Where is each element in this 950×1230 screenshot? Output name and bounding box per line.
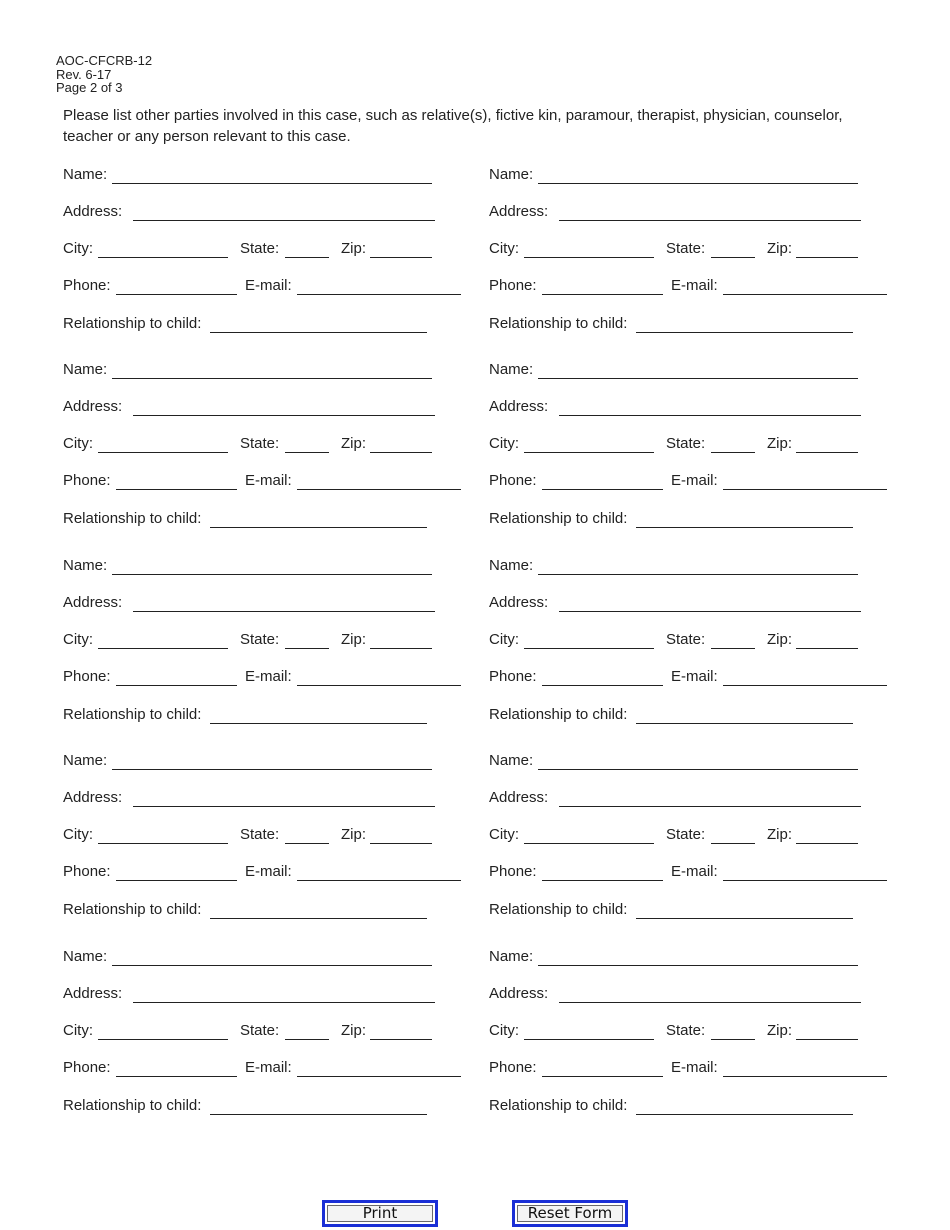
address-label: Address: xyxy=(63,398,123,415)
address-label: Address: xyxy=(489,789,549,806)
relationship-label: Relationship to child: xyxy=(63,901,202,918)
field-row xyxy=(489,667,919,689)
relationship-field[interactable] xyxy=(210,1096,427,1115)
zip-label: Zip: xyxy=(767,826,793,843)
field-row xyxy=(489,947,919,969)
field-row xyxy=(489,202,919,224)
zip-field[interactable] xyxy=(370,1021,432,1040)
city-label: City: xyxy=(489,826,519,843)
phone-label: Phone: xyxy=(63,277,111,294)
field-row xyxy=(489,825,919,847)
field-row xyxy=(63,360,493,382)
instructions: Please list other parties involved in this case, such as relative(s), fictive kin, paramour, therapist, physician, counselor, teacher or any person relevant to this case. xyxy=(63,107,843,145)
city-field[interactable] xyxy=(98,630,228,649)
reset-form-button[interactable] xyxy=(512,1200,628,1227)
party-entry xyxy=(63,556,493,746)
zip-field[interactable] xyxy=(796,1021,858,1040)
party-entry xyxy=(489,751,919,941)
field-row xyxy=(489,397,919,419)
field-row xyxy=(489,705,919,727)
field-row xyxy=(63,862,493,884)
email-field[interactable] xyxy=(723,667,887,686)
field-row xyxy=(489,630,919,652)
address-field[interactable] xyxy=(559,397,861,416)
relationship-label: Relationship to child: xyxy=(63,1097,202,1114)
party-section xyxy=(0,556,950,746)
zip-label: Zip: xyxy=(341,435,367,452)
field-row xyxy=(489,1021,919,1043)
city-label: City: xyxy=(63,435,93,452)
field-row xyxy=(489,1096,919,1118)
page-number: Page 2 of 3 xyxy=(56,80,123,95)
address-label: Address: xyxy=(489,203,549,220)
field-row xyxy=(63,434,493,456)
relationship-field[interactable] xyxy=(210,509,427,528)
zip-label: Zip: xyxy=(341,240,367,257)
field-row xyxy=(63,471,493,493)
state-label: State: xyxy=(240,435,280,452)
zip-label: Zip: xyxy=(341,1022,367,1039)
phone-field[interactable] xyxy=(542,1058,663,1077)
field-row xyxy=(63,825,493,847)
party-entry xyxy=(489,947,919,1137)
field-row xyxy=(489,900,919,922)
relationship-field[interactable] xyxy=(636,314,853,333)
zip-field[interactable] xyxy=(370,434,432,453)
reset-form-button-label: Reset Form xyxy=(517,1205,623,1222)
city-label: City: xyxy=(489,631,519,648)
zip-field[interactable] xyxy=(796,630,858,649)
address-field[interactable] xyxy=(559,788,861,807)
party-entry xyxy=(489,165,919,355)
phone-field[interactable] xyxy=(542,667,663,686)
city-field[interactable] xyxy=(524,825,654,844)
phone-label: Phone: xyxy=(63,472,111,489)
relationship-label: Relationship to child: xyxy=(489,315,628,332)
address-label: Address: xyxy=(489,985,549,1002)
field-row xyxy=(489,751,919,773)
address-field[interactable] xyxy=(133,788,435,807)
address-field[interactable] xyxy=(133,984,435,1003)
field-row xyxy=(489,239,919,261)
city-label: City: xyxy=(63,240,93,257)
email-label: E-mail: xyxy=(245,863,292,880)
email-label: E-mail: xyxy=(671,863,718,880)
state-label: State: xyxy=(666,826,706,843)
field-row xyxy=(489,434,919,456)
name-label: Name: xyxy=(489,361,534,378)
city-field[interactable] xyxy=(524,630,654,649)
name-label: Name: xyxy=(489,557,534,574)
address-field[interactable] xyxy=(559,202,861,221)
field-row xyxy=(489,360,919,382)
field-row xyxy=(63,984,493,1006)
relationship-label: Relationship to child: xyxy=(489,1097,628,1114)
field-row xyxy=(63,509,493,531)
address-label: Address: xyxy=(63,203,123,220)
party-entry xyxy=(63,360,493,550)
email-field[interactable] xyxy=(723,276,887,295)
name-label: Name: xyxy=(63,752,108,769)
zip-label: Zip: xyxy=(767,1022,793,1039)
address-field[interactable] xyxy=(559,984,861,1003)
city-field[interactable] xyxy=(98,1021,228,1040)
field-row xyxy=(63,239,493,261)
zip-label: Zip: xyxy=(341,826,367,843)
phone-label: Phone: xyxy=(489,277,537,294)
form-id: AOC-CFCRB-12 xyxy=(56,53,153,68)
name-label: Name: xyxy=(63,361,108,378)
party-section xyxy=(0,360,950,550)
field-row xyxy=(489,471,919,493)
email-field[interactable] xyxy=(297,667,461,686)
email-field[interactable] xyxy=(297,471,461,490)
relationship-label: Relationship to child: xyxy=(489,510,628,527)
state-label: State: xyxy=(240,826,280,843)
email-label: E-mail: xyxy=(245,1059,292,1076)
name-label: Name: xyxy=(489,948,534,965)
name-label: Name: xyxy=(63,166,108,183)
name-field[interactable] xyxy=(112,360,432,379)
state-field[interactable] xyxy=(285,239,329,258)
field-row xyxy=(63,751,493,773)
email-label: E-mail: xyxy=(245,472,292,489)
zip-label: Zip: xyxy=(767,240,793,257)
relationship-label: Relationship to child: xyxy=(489,706,628,723)
address-field[interactable] xyxy=(133,202,435,221)
name-field[interactable] xyxy=(538,556,858,575)
name-field[interactable] xyxy=(112,751,432,770)
city-label: City: xyxy=(63,631,93,648)
party-entry xyxy=(63,947,493,1137)
state-field[interactable] xyxy=(711,434,755,453)
field-row xyxy=(63,788,493,810)
email-field[interactable] xyxy=(297,862,461,881)
name-field[interactable] xyxy=(112,556,432,575)
state-field[interactable] xyxy=(285,434,329,453)
party-section xyxy=(0,947,950,1137)
state-label: State: xyxy=(666,240,706,257)
field-row xyxy=(63,165,493,187)
field-row xyxy=(63,276,493,298)
field-row xyxy=(489,165,919,187)
state-label: State: xyxy=(666,631,706,648)
field-row xyxy=(489,593,919,615)
field-row xyxy=(63,1096,493,1118)
relationship-field[interactable] xyxy=(210,314,427,333)
party-section xyxy=(0,751,950,941)
field-row xyxy=(63,705,493,727)
field-row xyxy=(489,556,919,578)
party-section xyxy=(0,165,950,355)
zip-field[interactable] xyxy=(796,434,858,453)
name-label: Name: xyxy=(63,557,108,574)
name-field[interactable] xyxy=(538,360,858,379)
name-field[interactable] xyxy=(112,947,432,966)
zip-field[interactable] xyxy=(370,630,432,649)
address-field[interactable] xyxy=(133,593,435,612)
phone-field[interactable] xyxy=(116,862,237,881)
phone-label: Phone: xyxy=(63,668,111,685)
phone-field[interactable] xyxy=(542,862,663,881)
field-row xyxy=(63,900,493,922)
form-revision: Rev. 6-17 xyxy=(56,66,112,82)
city-label: City: xyxy=(63,1022,93,1039)
city-field[interactable] xyxy=(524,1021,654,1040)
state-label: State: xyxy=(240,1022,280,1039)
party-entry xyxy=(63,751,493,941)
state-label: State: xyxy=(240,240,280,257)
print-button-label: Print xyxy=(327,1205,433,1222)
address-field[interactable] xyxy=(133,397,435,416)
phone-field[interactable] xyxy=(116,276,237,295)
field-row xyxy=(63,1058,493,1080)
state-field[interactable] xyxy=(285,1021,329,1040)
relationship-field[interactable] xyxy=(636,509,853,528)
email-label: E-mail: xyxy=(671,1059,718,1076)
field-row xyxy=(63,630,493,652)
city-label: City: xyxy=(489,435,519,452)
state-label: State: xyxy=(666,1022,706,1039)
zip-label: Zip: xyxy=(767,435,793,452)
city-field[interactable] xyxy=(98,239,228,258)
state-field[interactable] xyxy=(711,630,755,649)
email-field[interactable] xyxy=(723,862,887,881)
field-row xyxy=(489,1058,919,1080)
field-row xyxy=(489,984,919,1006)
relationship-label: Relationship to child: xyxy=(489,901,628,918)
field-row xyxy=(63,947,493,969)
relationship-label: Relationship to child: xyxy=(63,706,202,723)
field-row xyxy=(489,276,919,298)
city-field[interactable] xyxy=(98,825,228,844)
field-row xyxy=(63,202,493,224)
phone-field[interactable] xyxy=(116,1058,237,1077)
state-label: State: xyxy=(240,631,280,648)
print-button[interactable] xyxy=(322,1200,438,1227)
email-field[interactable] xyxy=(723,1058,887,1077)
field-row xyxy=(63,1021,493,1043)
party-entry xyxy=(489,360,919,550)
name-label: Name: xyxy=(489,166,534,183)
phone-field[interactable] xyxy=(542,471,663,490)
name-label: Name: xyxy=(63,948,108,965)
city-field[interactable] xyxy=(524,434,654,453)
email-label: E-mail: xyxy=(245,668,292,685)
phone-label: Phone: xyxy=(489,1059,537,1076)
field-row xyxy=(489,314,919,336)
field-row xyxy=(63,593,493,615)
zip-label: Zip: xyxy=(767,631,793,648)
relationship-label: Relationship to child: xyxy=(63,315,202,332)
email-field[interactable] xyxy=(297,1058,461,1077)
state-field[interactable] xyxy=(711,825,755,844)
city-label: City: xyxy=(489,240,519,257)
relationship-field[interactable] xyxy=(636,900,853,919)
phone-field[interactable] xyxy=(116,667,237,686)
phone-label: Phone: xyxy=(63,1059,111,1076)
zip-label: Zip: xyxy=(341,631,367,648)
name-label: Name: xyxy=(489,752,534,769)
party-entry xyxy=(63,165,493,355)
city-field[interactable] xyxy=(98,434,228,453)
state-field[interactable] xyxy=(285,825,329,844)
phone-field[interactable] xyxy=(542,276,663,295)
email-label: E-mail: xyxy=(671,668,718,685)
state-field[interactable] xyxy=(711,239,755,258)
city-label: City: xyxy=(489,1022,519,1039)
zip-field[interactable] xyxy=(370,825,432,844)
email-label: E-mail: xyxy=(671,472,718,489)
field-row xyxy=(489,862,919,884)
phone-label: Phone: xyxy=(63,863,111,880)
email-field[interactable] xyxy=(723,471,887,490)
phone-label: Phone: xyxy=(489,863,537,880)
city-label: City: xyxy=(63,826,93,843)
address-label: Address: xyxy=(63,789,123,806)
name-field[interactable] xyxy=(538,165,858,184)
name-field[interactable] xyxy=(112,165,432,184)
phone-label: Phone: xyxy=(489,668,537,685)
field-row xyxy=(63,556,493,578)
state-field[interactable] xyxy=(285,630,329,649)
city-field[interactable] xyxy=(524,239,654,258)
name-field[interactable] xyxy=(538,947,858,966)
address-label: Address: xyxy=(63,594,123,611)
field-row xyxy=(63,667,493,689)
zip-field[interactable] xyxy=(370,239,432,258)
email-label: E-mail: xyxy=(671,277,718,294)
address-field[interactable] xyxy=(559,593,861,612)
field-row xyxy=(63,314,493,336)
state-field[interactable] xyxy=(711,1021,755,1040)
email-field[interactable] xyxy=(297,276,461,295)
state-label: State: xyxy=(666,435,706,452)
form-header xyxy=(56,54,152,95)
relationship-field[interactable] xyxy=(636,705,853,724)
relationship-field[interactable] xyxy=(636,1096,853,1115)
field-row xyxy=(489,509,919,531)
relationship-field[interactable] xyxy=(210,705,427,724)
name-field[interactable] xyxy=(538,751,858,770)
party-entry xyxy=(489,556,919,746)
field-row xyxy=(63,397,493,419)
field-row xyxy=(489,788,919,810)
phone-field[interactable] xyxy=(116,471,237,490)
phone-label: Phone: xyxy=(489,472,537,489)
zip-field[interactable] xyxy=(796,239,858,258)
relationship-label: Relationship to child: xyxy=(63,510,202,527)
address-label: Address: xyxy=(489,398,549,415)
address-label: Address: xyxy=(489,594,549,611)
email-label: E-mail: xyxy=(245,277,292,294)
zip-field[interactable] xyxy=(796,825,858,844)
relationship-field[interactable] xyxy=(210,900,427,919)
address-label: Address: xyxy=(63,985,123,1002)
